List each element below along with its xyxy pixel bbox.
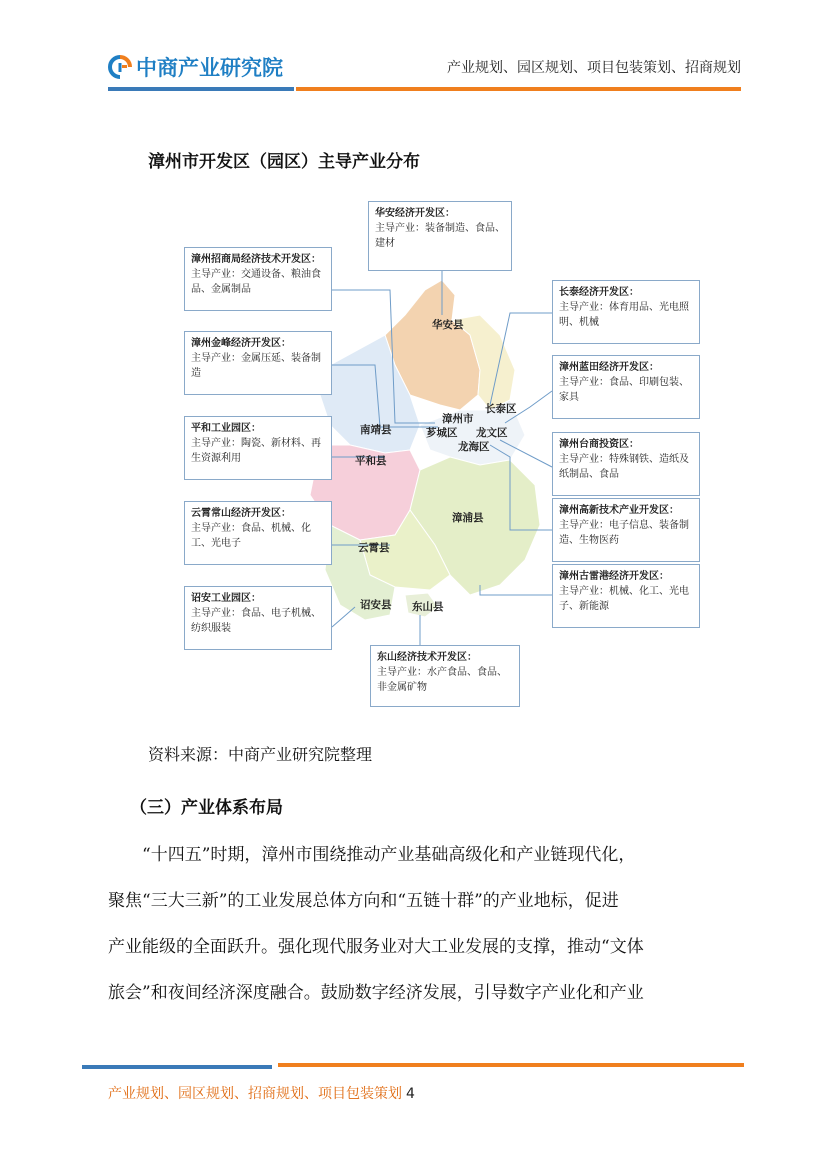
logo-text: 中商产业研究院 xyxy=(136,56,283,80)
zone-industry: 主导产业：装备制造、食品、建材 xyxy=(375,223,505,249)
zone-name: 诏安工业园区： xyxy=(191,593,261,604)
zone-name: 漳州金峰经济开发区： xyxy=(191,338,291,349)
logo xyxy=(108,52,283,82)
zone-name: 漳州古雷港经济开发区： xyxy=(559,571,669,582)
zone-name: 东山经济技术开发区： xyxy=(377,652,477,663)
figure-title: 漳州市开发区（园区）主导产业分布 xyxy=(148,152,420,172)
paragraph-line: 产业能级的全面跃升。强化现代服务业对大工业发展的支撑，推动“文体 xyxy=(108,937,644,957)
zone-industry: 主导产业：体育用品、光电照明、机械 xyxy=(559,302,689,328)
footer-divider-orange xyxy=(278,1063,744,1067)
zone-box-gaoxin xyxy=(552,498,700,562)
county-label: 芗城区 xyxy=(426,427,458,439)
zone-name: 漳州台商投资区： xyxy=(559,439,639,450)
county-label: 云霄县 xyxy=(358,542,390,554)
county-label: 南靖县 xyxy=(360,424,392,436)
zone-name: 平和工业园区： xyxy=(191,423,261,434)
figure-source: 资料来源：中商产业研究院整理 xyxy=(148,745,373,764)
zone-industry: 主导产业：交通设备、粮油食品、金属制品 xyxy=(191,269,321,295)
zone-box-yunxiao xyxy=(184,501,332,565)
zone-industry: 主导产业：水产食品、食品、非金属矿物 xyxy=(377,667,507,693)
zone-box-dongshan xyxy=(370,645,520,707)
zone-name: 漳州高新技术产业开发区： xyxy=(559,505,679,516)
county-label: 东山县 xyxy=(412,601,444,613)
body-paragraph xyxy=(108,832,748,1016)
section-subhead: （三）产业体系布局 xyxy=(130,798,283,818)
zone-box-lantian xyxy=(552,355,700,419)
header-tagline: 产业规划、园区规划、项目包装策划、招商规划 xyxy=(447,60,741,76)
zone-industry: 主导产业：特殊钢铁、造纸及纸制品、食品 xyxy=(559,454,689,480)
industry-distribution-map xyxy=(180,195,705,710)
county-label: 诏安县 xyxy=(360,599,392,611)
page-number: 4 xyxy=(406,1086,415,1102)
zone-name: 华安经济开发区： xyxy=(375,208,455,219)
zone-box-taishang xyxy=(552,432,700,496)
zone-box-jinfeng xyxy=(184,331,332,395)
zone-box-pinghe xyxy=(184,416,332,480)
header-divider-blue xyxy=(108,87,294,91)
zone-box-gulei xyxy=(552,564,700,628)
connector-zhaoan xyxy=(332,607,355,627)
zone-name: 云霄常山经济开发区： xyxy=(191,508,291,519)
zone-industry: 主导产业：食品、印刷包装、家具 xyxy=(559,377,689,403)
zone-industry: 主导产业：机械、化工、光电子、新能源 xyxy=(559,586,689,612)
zone-name: 漳州蓝田经济开发区： xyxy=(559,362,659,373)
zone-industry: 主导产业：金属压延、装备制造 xyxy=(191,353,321,379)
footer-text: 产业规划、园区规划、招商规划、项目包装策划 xyxy=(108,1086,402,1102)
county-label: 龙文区 xyxy=(476,427,508,439)
zone-box-zhaoshangju xyxy=(184,247,332,311)
county-label: 华安县 xyxy=(432,319,464,331)
zone-industry: 主导产业：电子信息、装备制造、生物医药 xyxy=(559,520,689,546)
zone-name: 漳州招商局经济技术开发区： xyxy=(191,254,321,265)
county-label: 龙海区 xyxy=(458,441,490,453)
paragraph-line: 聚焦“三大三新”的工业发展总体方向和“五链十群”的产业地标，促进 xyxy=(108,891,619,911)
footer-divider-blue xyxy=(82,1065,272,1069)
zone-industry: 主导产业：食品、电子机械、纺织服装 xyxy=(191,608,321,634)
county-label: 长泰区 xyxy=(485,403,517,415)
zone-industry: 主导产业：食品、机械、化工、光电子 xyxy=(191,523,311,549)
zone-box-changtai xyxy=(552,280,700,344)
paragraph-line: 旅会”和夜间经济深度融合。鼓励数字经济发展，引导数字产业化和产业 xyxy=(108,983,644,1003)
paragraph-line: “十四五”时期，漳州市围绕推动产业基础高级化和产业链现代化， xyxy=(142,845,636,865)
logo-mark-icon xyxy=(108,55,132,79)
zone-box-huaan xyxy=(368,201,512,271)
county-label: 漳浦县 xyxy=(452,512,484,524)
county-label: 平和县 xyxy=(355,455,387,467)
county-label: 漳州市 xyxy=(442,413,474,425)
footer xyxy=(108,1083,415,1103)
zone-box-zhaoan xyxy=(184,586,332,650)
zone-name: 长泰经济开发区： xyxy=(559,287,639,298)
zone-industry: 主导产业：陶瓷、新材料、再生资源利用 xyxy=(191,438,321,464)
header-divider-orange xyxy=(296,87,741,91)
